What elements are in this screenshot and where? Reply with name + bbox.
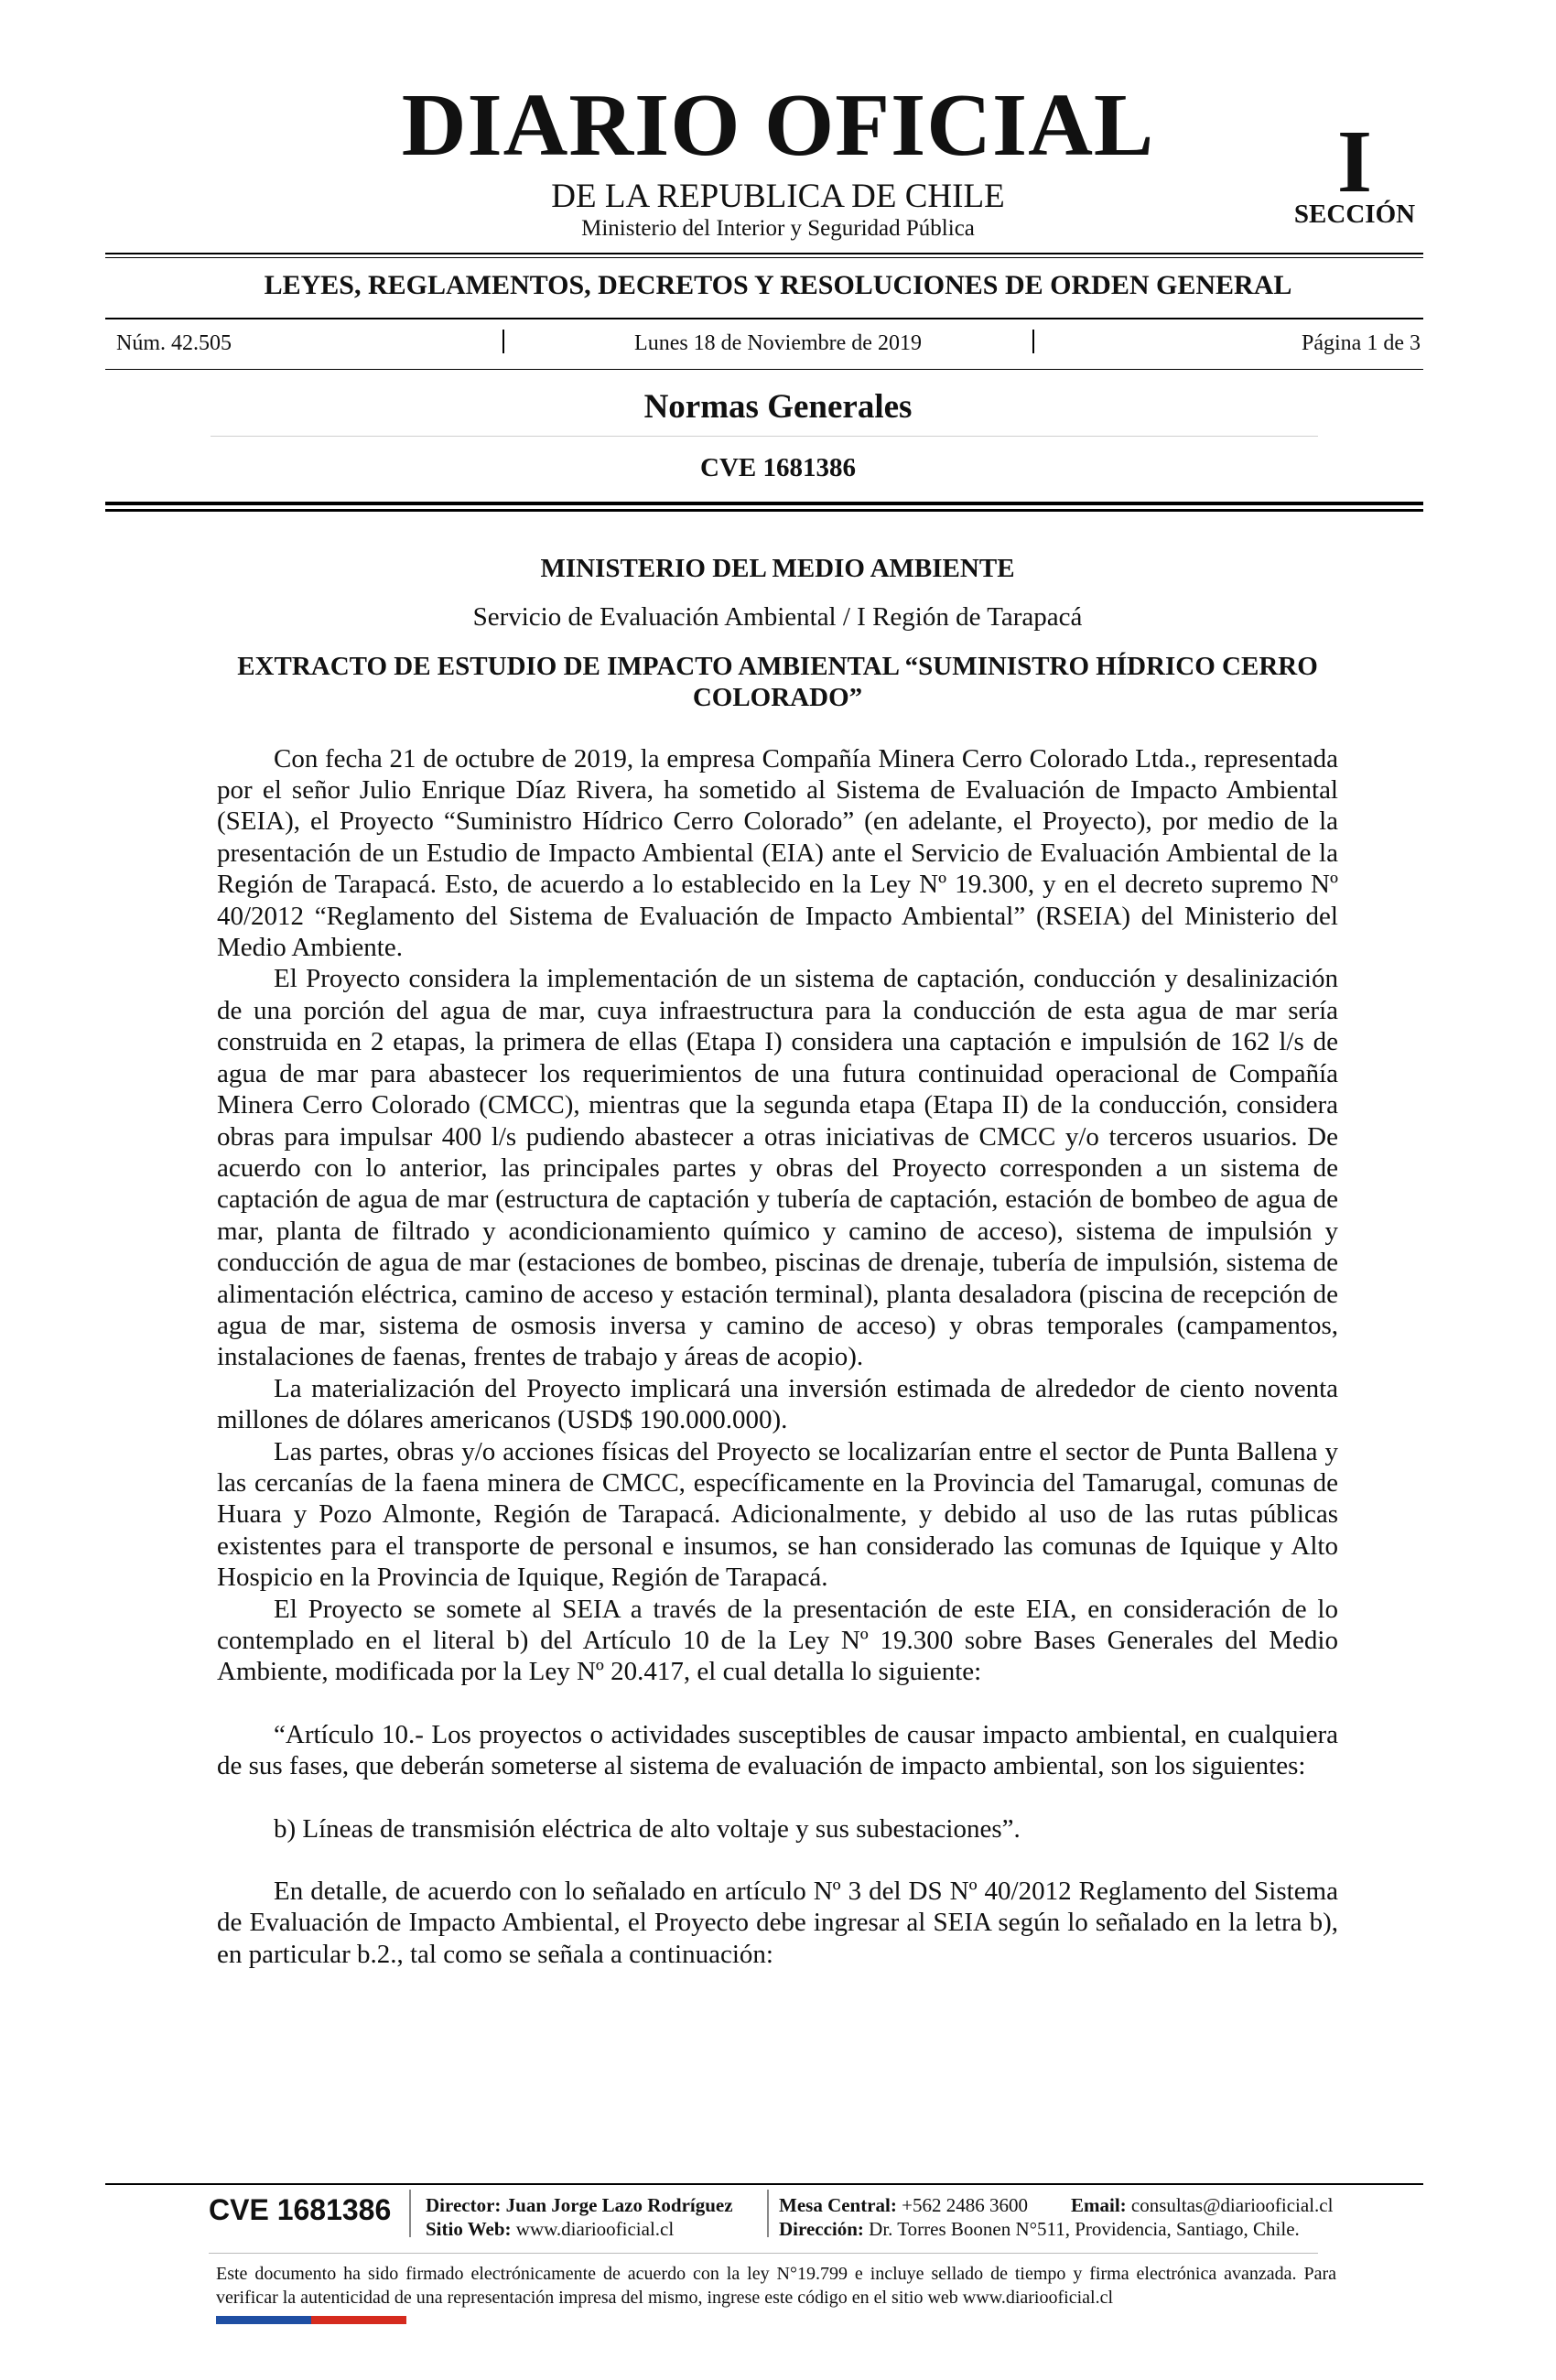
masthead-divider-thin <box>105 257 1423 258</box>
footer-website <box>426 2220 674 2239</box>
section-divider <box>211 436 1318 437</box>
footer-mesa-number: +562 2486 3600 <box>902 2194 1028 2216</box>
footer-phone <box>779 2196 1028 2215</box>
footer-director-name: Juan Jorge Lazo Rodríguez <box>505 2194 733 2216</box>
footer-email-link[interactable]: consultas@diariooficial.cl <box>1130 2194 1334 2216</box>
footer-email <box>1071 2196 1333 2215</box>
info-separator <box>1032 330 1034 353</box>
article-ministry: MINISTERIO DEL MEDIO AMBIENTE <box>540 554 1015 583</box>
flag-stripe <box>216 2316 406 2324</box>
footer-email-label: Email: <box>1071 2194 1127 2216</box>
cve-heading: CVE 1681386 <box>700 453 856 482</box>
footer-cve-code: CVE 1681386 <box>209 2193 392 2226</box>
footer-disclaimer: Este documento ha sido firmado electrónicamente de acuerdo con la ley N°19.799 e incluye sellado de tiempo y firma electrónica avanzada. Para verificar la autenticidad de una representación impresa del mismo, ingrese este código en el sitio web www.diariooficial.cl <box>216 2264 1336 2308</box>
footer-address-text: Dr. Torres Boonen N°511, Providencia, Santiago, Chile. <box>869 2218 1300 2240</box>
section-heading: Normas Generales <box>643 388 913 426</box>
footer-director <box>426 2196 733 2215</box>
article-closing-paragraph: En detalle, de acuerdo con lo señalado en artículo Nº 3 del DS Nº 40/2012 Reglamento del Sistema de Evaluación de Impacto Ambiental, el Proyecto debe ingresar al SEIA según lo señalado en la letra b), en particular b.2., tal como se señala a continuación: <box>217 1877 1338 1969</box>
flag-red-stripe <box>311 2316 406 2324</box>
info-divider <box>105 369 1423 370</box>
masthead-subtitle: DE LA REPUBLICA DE CHILE <box>551 178 1005 215</box>
footer-separator <box>409 2190 411 2237</box>
category-divider <box>105 318 1423 319</box>
header-bottom-rule <box>105 502 1423 505</box>
footer-director-label: Director: <box>426 2194 502 2216</box>
quoted-article-text: “Artículo 10.- Los proyectos o actividades susceptibles de causar impacto ambiental, en cualquiera de sus fases, que deberán someterse al sistema de evaluación de impacto ambiental, son los siguientes: <box>217 1719 1338 1781</box>
category-banner: LEYES, REGLAMENTOS, DECRETOS Y RESOLUCIONES DE ORDEN GENERAL <box>264 270 1292 300</box>
issue-number: Núm. 42.505 <box>116 331 232 355</box>
footer-divider-thin <box>209 2253 1318 2254</box>
article-body <box>217 553 1338 1970</box>
issue-date: Lunes 18 de Noviembre de 2019 <box>634 331 922 355</box>
footer-mesa-label: Mesa Central: <box>779 2194 897 2216</box>
footer-web-label: Sitio Web: <box>426 2218 512 2240</box>
quoted-law <box>217 1719 1338 1844</box>
masthead-title: DIARIO OFICIAL <box>401 76 1155 175</box>
footer-address-label: Dirección: <box>779 2218 864 2240</box>
footer-web-link[interactable]: www.diariooficial.cl <box>515 2218 675 2240</box>
quoted-article-item: b) Líneas de transmisión eléctrica de alto voltaje y sus subestaciones”. <box>274 1813 1021 1844</box>
footer-divider <box>105 2183 1423 2185</box>
section-label: SECCIÓN <box>1293 200 1416 229</box>
masthead-ministry: Ministerio del Interior y Seguridad Pública <box>581 216 975 241</box>
article-paragraph: El Proyecto considera la implementación de un sistema de captación, conducción y desalinización de una porción del agua de mar, cuya infraestructura para la conducción de esta agua de mar sería construida en 2 etapas, la primera de ellas (Etapa I) considera una captación e impulsión de 162 l/s de agua de mar para abastecer los requerimientos de una futura continuidad operacional de Compañía Minera Cerro Colorado (CMCC), mientras que la segunda etapa (Etapa II) de la conducción, considera obras para impulsar 400 l/s pudiendo abastecer a otras iniciativas de CMCC y/o terceros usuarios. De acuerdo con lo anterior, las principales partes y obras del Proyecto corresponden a un sistema de captación de agua de mar (estructura de captación y tubería de captación, estación de bombeo de agua de mar, planta de filtrado y acondicionamiento químico y camino de acceso), sistema de impulsión y conducción de agua de mar (estaciones de bombeo, piscinas de drenaje, tubería de impulsión, sistema de alimentación eléctrica, camino de acceso y estación terminal), planta desaladora (piscina de recepción de agua de mar, sistema de osmosis inversa y camino de acceso) y obras temporales (campamentos, instalaciones de faenas, frentes de trabajo y áreas de acopio). <box>217 964 1338 1372</box>
section-numeral: I <box>1336 113 1373 211</box>
article-title: EXTRACTO DE ESTUDIO DE IMPACTO AMBIENTAL “SUMINISTRO HÍDRICO CERRO COLORADO” <box>237 651 1318 713</box>
footer-separator <box>767 2190 769 2237</box>
header-bottom-rule-2 <box>105 509 1423 512</box>
article-paragraph: La materialización del Proyecto implicará una inversión estimada de alrededor de ciento noventa millones de dólares americanos (USD$ 190.000.000). <box>217 1373 1338 1435</box>
masthead-divider <box>105 253 1423 254</box>
article-service: Servicio de Evaluación Ambiental / I Región de Tarapacá <box>472 602 1083 633</box>
page-count: Página 1 de 3 <box>1302 331 1421 355</box>
article-paragraph: El Proyecto se somete al SEIA a través de la presentación de este EIA, en consideración de lo contemplado en el literal b) del Artículo 10 de la Ley Nº 19.300 sobre Bases Generales del Medio Ambiente, modificada por la Ley Nº 20.417, el cual detalla lo siguiente: <box>217 1594 1338 1687</box>
article-paragraph: Con fecha 21 de octubre de 2019, la empresa Compañía Minera Cerro Colorado Ltda., representada por el señor Julio Enrique Díaz Rivera, ha sometido al Sistema de Evaluación de Impacto Ambiental (SEIA), el Proyecto “Suministro Hídrico Cerro Colorado” (en adelante, el Proyecto), por medio de la presentación de un Estudio de Impacto Ambiental (EIA) ante el Servicio de Evaluación Ambiental de la Región de Tarapacá. Esto, de acuerdo a lo establecido en la Ley Nº 19.300, y en el decreto supremo Nº 40/2012 “Reglamento del Sistema de Evaluación de Impacto Ambiental” (RSEIA) del Ministerio del Medio Ambiente. <box>217 743 1338 963</box>
flag-blue-stripe <box>216 2316 311 2324</box>
article-paragraph: Las partes, obras y/o acciones físicas del Proyecto se localizarían entre el sector de Punta Ballena y las cercanías de la faena minera de CMCC, específicamente en la Provincia del Tamarugal, comunas de Huara y Pozo Almonte, Región de Tarapacá. Adicionalmente, y debido al uso de las rutas públicas existentes para el transporte de personal e insumos, se han considerado las comunas de Iquique y Alto Hospicio en la Provincia de Iquique, Región de Tarapacá. <box>217 1436 1338 1593</box>
footer-address <box>779 2220 1300 2239</box>
